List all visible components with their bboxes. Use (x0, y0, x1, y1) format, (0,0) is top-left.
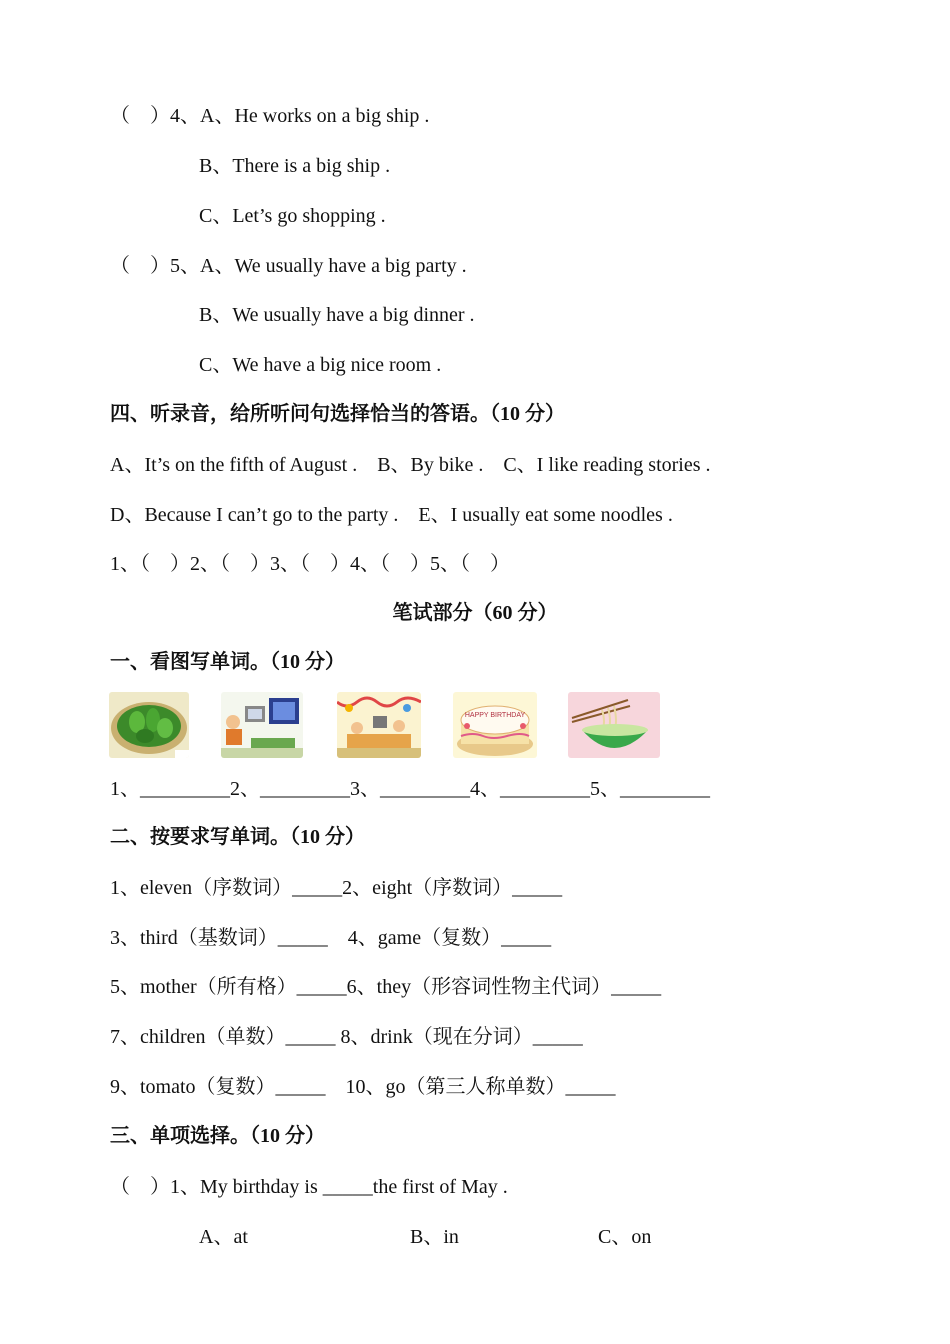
section-4-title: 四、听录音，给所听问句选择恰当的答语。（10 分） (110, 403, 565, 425)
part-2-title: 二、按要求写单词。（10 分） (110, 826, 365, 848)
answer-paren: （ ）4、 (110, 105, 200, 127)
vegetables-picture (109, 692, 189, 758)
choice-a: A、at (199, 1226, 248, 1248)
computer-lab-picture (221, 692, 303, 758)
part-2-line-5: 9、tomato（复数）_____ 10、go（第三人称单数）_____ (110, 1076, 616, 1098)
choice-c: C、on (598, 1226, 652, 1248)
choice-b: B、in (410, 1226, 459, 1248)
part-2-line-3: 5、mother（所有格）_____6、they（形容词性物主代词）_____ (110, 976, 662, 998)
section-4-options-1: A、It’s on the fifth of August . B、By bike . C、I like reading stories . (110, 454, 711, 476)
option-5b: B、We usually have a big dinner . (199, 304, 475, 326)
section-4-answers: 1、（ ）2、（ ）3、（ ）4、（ ）5、（ ） (110, 553, 510, 575)
part-1-title: 一、看图写单词。（10 分） (110, 651, 345, 673)
question-5-line: （ ）5、A、We usually have a big party . (110, 255, 467, 277)
option-4c: C、Let’s go shopping . (199, 205, 386, 227)
option-4b: B、There is a big ship . (199, 155, 391, 177)
part-3-title: 三、单项选择。（10 分） (110, 1125, 325, 1147)
party-room-picture (337, 692, 421, 758)
part-2-line-1: 1、eleven（序数词）_____2、eight（序数词）_____ (110, 877, 563, 899)
option-5c: C、We have a big nice room . (199, 354, 442, 376)
cake-text: HAPPY BIRTHDAY (464, 712, 526, 719)
part-3-question-1: （ ）1、My birthday is _____the first of May . (110, 1176, 508, 1198)
answer-paren: （ ）5、 (110, 255, 200, 277)
birthday-cake-picture (453, 692, 537, 758)
written-part-title: 笔试部分（60 分） (392, 602, 558, 624)
noodles-bowl-picture (568, 692, 660, 758)
section-4-options-2: D、Because I can’t go to the party . E、I usually eat some noodles . (110, 504, 673, 526)
part-2-line-4: 7、children（单数）_____ 8、drink（现在分词）_____ (110, 1026, 583, 1048)
part-1-blanks: 1、_________2、_________3、_________4、_________5、_________ (110, 778, 710, 800)
part-2-line-2: 3、third（基数词）_____ 4、game（复数）_____ (110, 927, 552, 949)
question-4-line: （ ）4、A、He works on a big ship . (110, 105, 430, 127)
